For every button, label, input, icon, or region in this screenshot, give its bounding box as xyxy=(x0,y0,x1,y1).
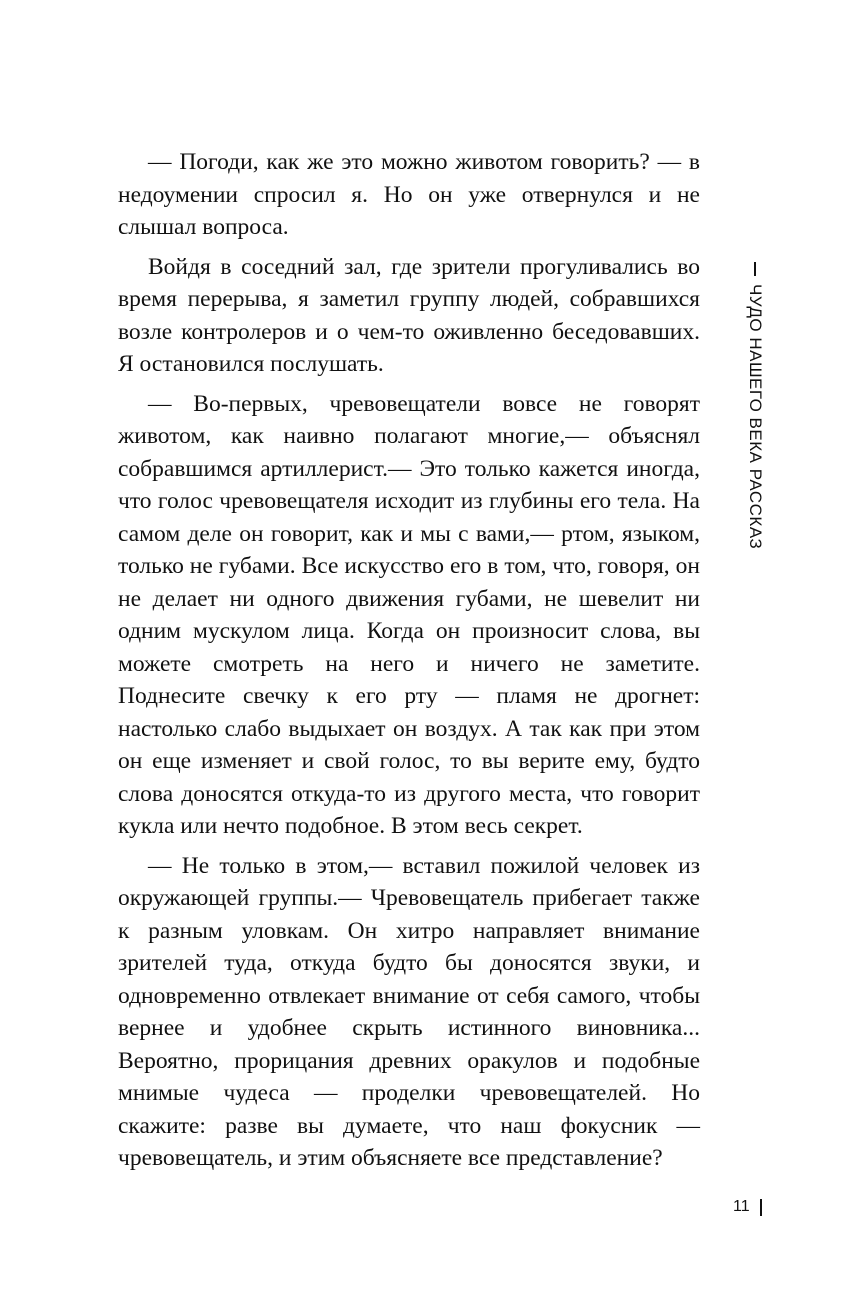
paragraph-4: — Не только в этом,— вставил пожилой человек из окружающей группы.— Чревовещатель прибегает также к разным уловкам. Он хитро направляет внимание зрителей туда, откуда будто бы доносятся звуки, и одновременно отвлекает внимание от себя самого, чтобы вернее и удобнее скрыть истинного виновника... Вероятно, прорицания древних оракулов и подобные мнимые чудеса — проделки чревовещателей. Но скажите: разве вы думаете, что наш фокусник — чревовещатель, и этим объясняете все представление? xyxy=(118,852,700,1171)
running-head-rule xyxy=(754,262,756,276)
paragraph-2: Войдя в соседний зал, где зрители прогуливались во время перерыва, я заметил группу людей, собравшихся возле контролеров и о чем-то оживленно беседовавших. Я остановился послушать. xyxy=(118,253,700,377)
paragraph-3: — Во-первых, чревовещатели вовсе не говорят животом, как наивно полагают многие,— объяснял собравшимся артиллерист.— Это только кажется иногда, что голос чревовещателя исходит из глубины его тела. На самом деле он говорит, как и мы с вами,— ртом, языком, только не губами. Все искусство его в том, что, говоря, он не делает ни одного движения губами, не шевелит ни одним мускулом лица. Когда он произносит слова, вы можете смотреть на него и ничего не заметите. Поднесите свечку к его рту — пламя не дрогнет: настолько слабо выдыхает он воздух. А так как при этом он еще изменяет и свой голос, то вы верите ему, будто слова доносятся откуда-то из другого места, что говорит кукла или нечто подобное. В этом весь секрет. xyxy=(118,390,700,839)
page-number-rule xyxy=(760,1199,762,1216)
page-number-text: 11 xyxy=(733,1198,750,1215)
running-head-text: ЧУДО НАШЕГО ВЕКА РАССКАЗ xyxy=(746,284,765,550)
paragraph-1: — Погоди, как же это можно животом говорить? — в недоумении спросил я. Но он уже отвернулся и не слышал вопроса. xyxy=(118,149,700,240)
running-head xyxy=(745,262,765,562)
body-text xyxy=(118,146,700,1175)
page-number xyxy=(733,1198,762,1216)
